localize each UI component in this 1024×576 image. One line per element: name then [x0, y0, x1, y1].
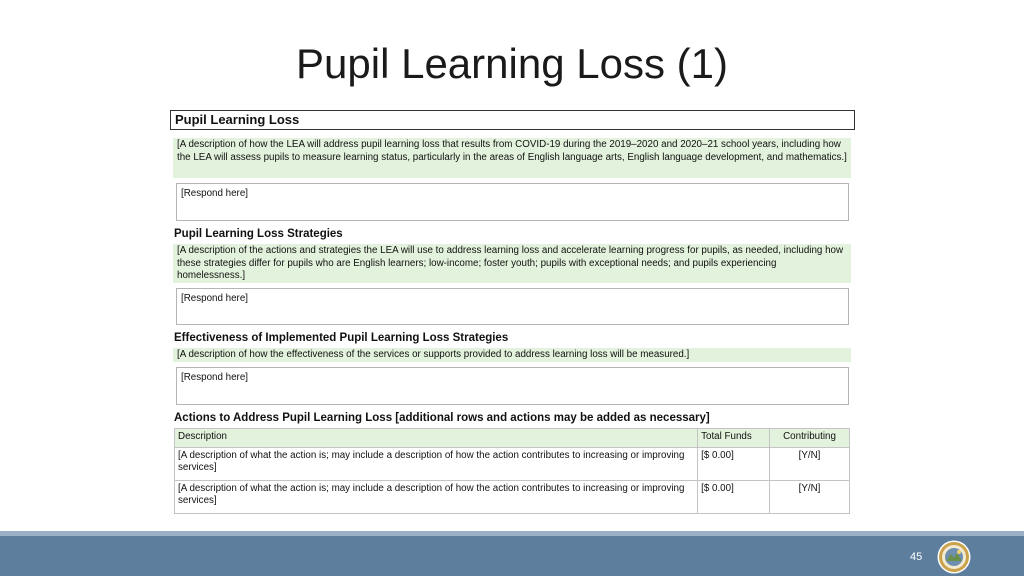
footer-bar	[0, 536, 1024, 576]
table-header-row	[175, 429, 850, 448]
column-header-total-funds: Total Funds	[698, 429, 770, 448]
slide-title: Pupil Learning Loss (1)	[296, 40, 728, 87]
effectiveness-description: [A description of how the effectiveness of the services or supports provided to address learning loss will be measured.]	[173, 348, 851, 362]
effectiveness-heading: Effectiveness of Implemented Pupil Learning Loss Strategies	[174, 332, 509, 344]
actions-table	[174, 428, 850, 514]
contributing-cell[interactable]: [Y/N]	[770, 481, 850, 514]
learning-loss-response[interactable]: [Respond here]	[176, 183, 849, 221]
action-description-cell[interactable]: [A description of what the action is; may include a description of how the action contributes to increasing or improving services]	[175, 448, 698, 481]
learning-loss-description: [A description of how the LEA will address pupil learning loss that results from COVID-19 during the 2019–2020 and 2020–21 school years, including how the LEA will assess pupils to measure learning status, particularly in the areas of English language arts, English language development, and mathematics.]	[173, 138, 851, 178]
action-description-cell[interactable]: [A description of what the action is; may include a description of how the action contributes to increasing or improving services]	[175, 481, 698, 514]
page-number: 45	[910, 551, 923, 563]
total-funds-cell[interactable]: [$ 0.00]	[698, 481, 770, 514]
table-row	[175, 448, 850, 481]
column-header-description: Description	[175, 429, 698, 448]
total-funds-cell[interactable]: [$ 0.00]	[698, 448, 770, 481]
strategies-response[interactable]: [Respond here]	[176, 288, 849, 325]
form-header: Pupil Learning Loss	[170, 110, 855, 130]
contributing-cell[interactable]: [Y/N]	[770, 448, 850, 481]
column-header-contributing: Contributing	[770, 429, 850, 448]
actions-heading: Actions to Address Pupil Learning Loss [additional rows and actions may be added as necessary]	[174, 412, 710, 424]
strategies-description: [A description of the actions and strategies the LEA will use to address learning loss and accelerate learning progress for pupils, as needed, including how these strategies differ for pupils who are English learners; low-income; foster youth; pupils with exceptional needs; and pupils experiencing homelessness.]	[173, 244, 851, 283]
state-seal-icon	[937, 540, 971, 574]
effectiveness-response[interactable]: [Respond here]	[176, 367, 849, 405]
table-row	[175, 481, 850, 514]
document-form	[170, 110, 855, 514]
strategies-heading: Pupil Learning Loss Strategies	[174, 228, 343, 240]
